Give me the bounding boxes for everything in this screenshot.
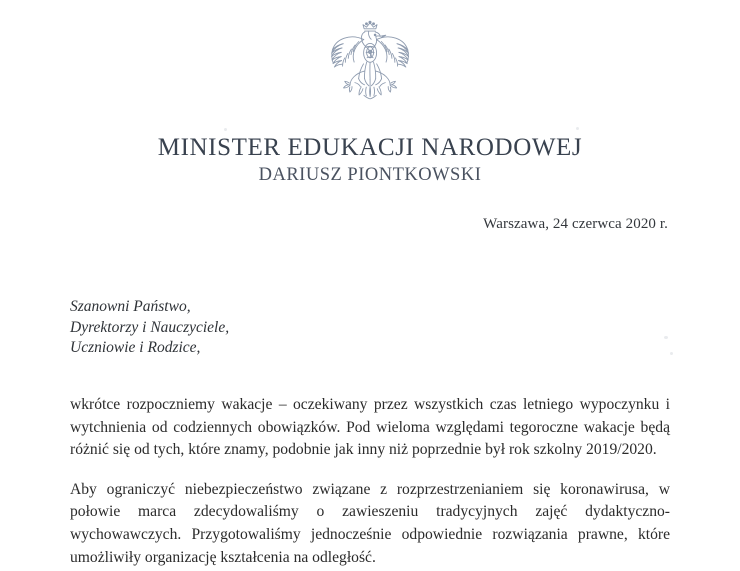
scan-artifact bbox=[670, 352, 673, 355]
minister-name: DARIUSZ PIONTKOWSKI bbox=[258, 165, 482, 185]
emblem-container bbox=[0, 18, 740, 112]
body-paragraph: Aby ograniczyć niebezpieczeństwo związane z rozprzestrzenianiem się koronawirusa, w połowie marca zdecydowaliśmy o zawieszeniu tradycyjnych zajęć dydaktyczno-wychowawczych. Przygotowaliśmy jednocześnie odpowiednie rozwiązania prawne, które umożliwiły organizację kształcenia na odległość. bbox=[70, 480, 670, 566]
letter-body bbox=[70, 394, 670, 569]
page-title: MINISTER EDUKACJI NARODOWEJ bbox=[157, 134, 583, 161]
salutation-line: Szanowni Państwo, bbox=[70, 298, 191, 315]
salutation-line: Dyrektorzy i Nauczyciele, bbox=[70, 318, 230, 336]
letterhead bbox=[0, 134, 740, 185]
scan-artifact bbox=[664, 336, 668, 339]
polish-eagle-emblem bbox=[321, 18, 419, 112]
salutation-block bbox=[70, 297, 229, 359]
scan-artifact bbox=[224, 128, 227, 131]
date-line: Warszawa, 24 czerwca 2020 r. bbox=[483, 216, 668, 232]
body-paragraph: wkrótce rozpoczniemy wakacje – oczekiwany przez wszystkich czas letniego wypoczynku i wytchnienia od codziennych obowiązków. Pod wieloma względami tegoroczne wakacje będą różnić się od tych, które znamy, podobnie jak inny niż poprzednie był rok szkolny 2019/2020. bbox=[70, 396, 670, 459]
salutation-line: Uczniowie i Rodzice, bbox=[70, 339, 201, 356]
scan-artifact bbox=[576, 127, 579, 130]
